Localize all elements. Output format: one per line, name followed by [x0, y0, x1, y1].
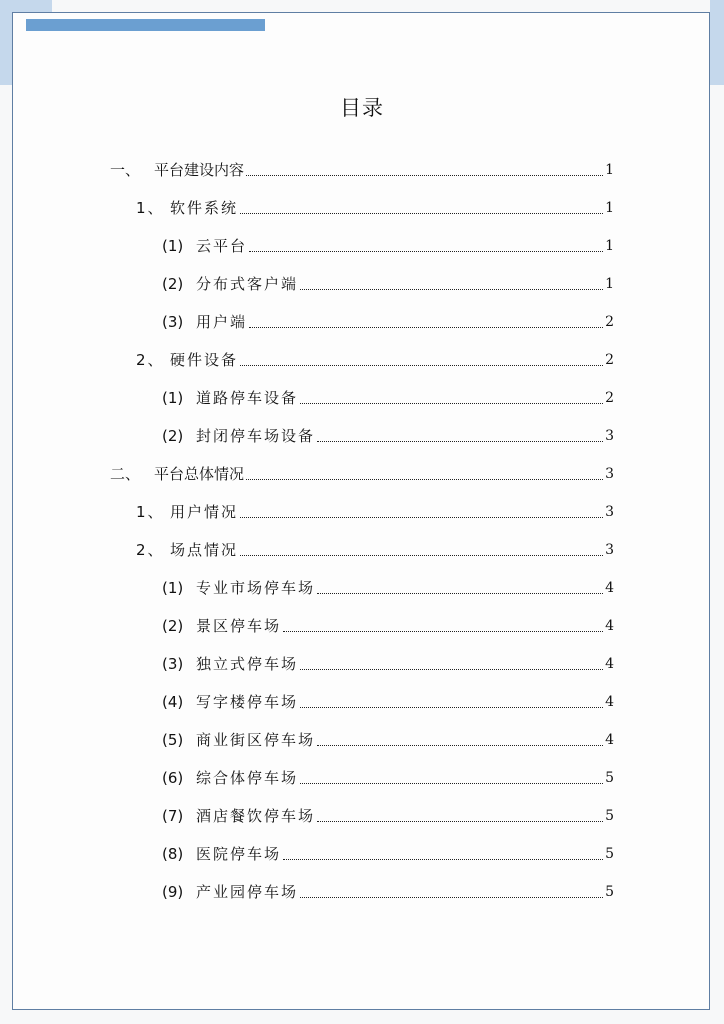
toc-page-number: 1	[605, 276, 614, 292]
toc-page-number: 4	[605, 580, 614, 596]
toc-number: (7)	[162, 807, 184, 825]
toc-entry[interactable]	[162, 767, 614, 789]
toc-number: 1、	[136, 503, 165, 521]
toc-page-number: 1	[605, 238, 614, 254]
toc-number: 2、	[136, 351, 165, 369]
toc-entry[interactable]	[162, 235, 614, 257]
toc-entry[interactable]	[110, 159, 614, 181]
toc-page-number: 2	[605, 314, 614, 330]
toc-dot-leader	[300, 783, 603, 784]
toc-label: 酒店餐饮停车场	[196, 807, 316, 825]
toc-dot-leader	[300, 707, 603, 708]
toc-number: 1、	[136, 199, 165, 217]
toc-label: 景区停车场	[196, 617, 282, 635]
toc-label: 写字楼停车场	[196, 693, 299, 711]
toc-label: 医院停车场	[196, 845, 282, 863]
toc-label: 云平台	[196, 237, 248, 255]
toc-number: (5)	[162, 731, 184, 749]
toc-dot-leader	[300, 669, 603, 670]
toc-entry[interactable]	[162, 729, 614, 751]
toc-label: 用户情况	[170, 503, 239, 521]
toc-dot-leader	[317, 821, 603, 822]
toc-page-number: 4	[605, 656, 614, 672]
toc-number: (2)	[162, 617, 184, 635]
toc-number: (1)	[162, 389, 184, 407]
toc-entry[interactable]	[136, 197, 614, 219]
toc-page-number: 3	[605, 504, 614, 520]
toc-page-number: 1	[605, 162, 614, 178]
toc-entry[interactable]	[162, 311, 614, 333]
toc-number: (2)	[162, 427, 184, 445]
toc-entry[interactable]	[162, 653, 614, 675]
toc-label: 商业街区停车场	[196, 731, 316, 749]
toc-number: (6)	[162, 769, 184, 787]
toc-label: 产业园停车场	[196, 883, 299, 901]
toc-label: 独立式停车场	[196, 655, 299, 673]
toc-number: 2、	[136, 541, 165, 559]
toc-label: 平台总体情况	[154, 465, 245, 483]
toc-label: 综合体停车场	[196, 769, 299, 787]
toc-number: 二、	[110, 465, 141, 483]
toc-entry[interactable]	[136, 539, 614, 561]
toc-number: (3)	[162, 313, 184, 331]
toc-label: 软件系统	[170, 199, 239, 217]
toc-page-number: 3	[605, 542, 614, 558]
toc-page-number: 4	[605, 694, 614, 710]
toc-entry[interactable]	[136, 501, 614, 523]
toc-label: 分布式客户端	[196, 275, 299, 293]
page-title: 目录	[340, 96, 384, 120]
toc-dot-leader	[300, 289, 603, 290]
toc-label: 场点情况	[170, 541, 239, 559]
toc-number: (9)	[162, 883, 184, 901]
toc-entry[interactable]	[162, 273, 614, 295]
toc-label: 用户端	[196, 313, 248, 331]
toc-dot-leader	[283, 631, 603, 632]
toc-number: 一、	[110, 161, 141, 179]
toc-entry[interactable]	[162, 843, 614, 865]
toc-dot-leader	[240, 213, 603, 214]
toc-label: 专业市场停车场	[196, 579, 316, 597]
toc-dot-leader	[300, 403, 603, 404]
toc-page-number: 5	[605, 808, 614, 824]
toc-page-number: 1	[605, 200, 614, 216]
toc-dot-leader	[283, 859, 603, 860]
toc-number: (2)	[162, 275, 184, 293]
toc-entry[interactable]	[162, 577, 614, 599]
toc-page-number: 2	[605, 352, 614, 368]
toc-number: (1)	[162, 579, 184, 597]
toc-dot-leader	[246, 479, 603, 480]
toc-entry[interactable]	[162, 615, 614, 637]
toc-entry[interactable]	[162, 881, 614, 903]
toc-dot-leader	[240, 365, 603, 366]
toc-page-number: 2	[605, 390, 614, 406]
toc-number: (3)	[162, 655, 184, 673]
toc-label: 硬件设备	[170, 351, 239, 369]
toc-dot-leader	[317, 593, 603, 594]
toc-entry[interactable]	[162, 805, 614, 827]
toc-dot-leader	[249, 327, 603, 328]
toc-entry[interactable]	[162, 691, 614, 713]
toc-page-number: 4	[605, 732, 614, 748]
toc-page-number: 5	[605, 884, 614, 900]
toc-label: 封闭停车场设备	[196, 427, 316, 445]
toc-dot-leader	[317, 441, 603, 442]
toc-dot-leader	[240, 555, 603, 556]
toc-page-number: 3	[605, 428, 614, 444]
toc-dot-leader	[317, 745, 603, 746]
toc-number: (4)	[162, 693, 184, 711]
toc-dot-leader	[249, 251, 603, 252]
toc-dot-leader	[246, 175, 603, 176]
toc-dot-leader	[240, 517, 603, 518]
toc-number: (8)	[162, 845, 184, 863]
toc-label: 平台建设内容	[154, 161, 245, 179]
toc-entry[interactable]	[162, 425, 614, 447]
toc-label: 道路停车设备	[196, 389, 299, 407]
toc-page-number: 3	[605, 466, 614, 482]
toc-page-number: 5	[605, 846, 614, 862]
toc-number: (1)	[162, 237, 184, 255]
toc-entry[interactable]	[136, 349, 614, 371]
toc-entry[interactable]	[110, 463, 614, 485]
toc-page-number: 4	[605, 618, 614, 634]
toc-entry[interactable]	[162, 387, 614, 409]
toc-dot-leader	[300, 897, 603, 898]
toc-page-number: 5	[605, 770, 614, 786]
